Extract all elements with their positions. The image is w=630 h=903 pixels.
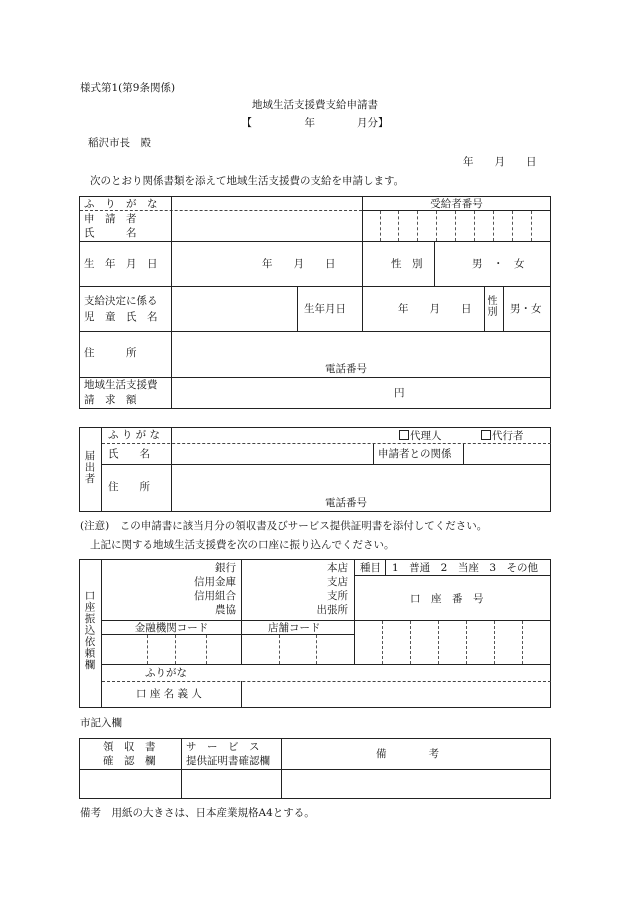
gender-label: 性 別 <box>391 258 423 270</box>
submitter-furigana-label: ふ り が な <box>108 429 161 441</box>
gender-options[interactable]: 男 ・ 女 <box>472 258 525 270</box>
submitter-phone-label: 電話番号 <box>325 497 367 509</box>
intro-text: 次のとおり関係書類を添えて地域生活支援費の支給を申請します。 <box>90 175 405 187</box>
addressee: 稲沢市長 殿 <box>88 137 151 149</box>
agent-checkbox[interactable] <box>399 430 442 442</box>
footer-note: 備考 用紙の大きさは、日本産業規格A4とする。 <box>80 807 315 819</box>
child-birth-value: 年 月 日 <box>398 303 472 315</box>
application-date: 年 月 日 <box>463 156 537 168</box>
bank-type-3[interactable]: 信用組合 <box>194 590 236 602</box>
child-gender-options[interactable]: 男・女 <box>510 303 542 315</box>
form-title: 地域生活支援費支給申請書 <box>252 99 378 111</box>
account-number-label: 口 座 番 号 <box>410 593 484 605</box>
birthdate-value: 年 月 日 <box>262 258 336 270</box>
institution-code-label: 金融機関コード <box>134 622 209 634</box>
furigana-field[interactable] <box>172 197 361 210</box>
recipient-number-label: 受給者番号 <box>430 198 483 210</box>
bank-type-1[interactable]: 銀行 <box>215 562 236 574</box>
submitter-name-label: 氏 名 <box>108 448 150 460</box>
applicant-name-field[interactable] <box>172 211 361 241</box>
relation-field[interactable] <box>464 444 550 464</box>
branch-type-4[interactable]: 出張所 <box>316 604 348 616</box>
child-label-2: 児 童 氏 名 <box>84 311 158 323</box>
submitter-address-label: 住 所 <box>108 481 150 493</box>
child-name-field[interactable] <box>172 287 296 331</box>
form-number: 様式第1(第9条関係) <box>80 82 176 94</box>
holder-label: 口 座 名 義 人 <box>136 688 202 700</box>
receipt-check-field[interactable] <box>80 770 180 798</box>
branch-type-1[interactable]: 本店 <box>327 562 348 574</box>
proxy-checkbox[interactable] <box>481 430 524 442</box>
branch-code-label: 店舗コード <box>268 622 321 634</box>
submitter-furigana-field[interactable] <box>172 428 372 443</box>
holder-field[interactable] <box>242 682 550 707</box>
amount-label-2: 請 求 額 <box>84 394 137 406</box>
receipt-check-label-1: 領 収 書 <box>103 741 156 753</box>
holder-furigana-field[interactable] <box>242 665 550 681</box>
recipient-number-field[interactable] <box>363 211 550 241</box>
child-gender-label: 性別 <box>485 295 496 317</box>
phone-label: 電話番号 <box>325 363 367 375</box>
service-check-field[interactable] <box>182 770 280 798</box>
relation-label: 申請者との関係 <box>378 448 452 460</box>
transfer-note: 上記に関する地域生活支援費を次の口座に振り込んでください。 <box>90 539 395 551</box>
child-label-1: 支給決定に係る <box>84 295 158 307</box>
receipt-check-label-2: 確 認 欄 <box>103 755 156 767</box>
amount-unit: 円 <box>394 387 405 399</box>
child-birth-label: 生年月日 <box>304 303 346 315</box>
city-section-title: 市記入欄 <box>80 717 122 729</box>
service-check-label-2: 提供証明書確認欄 <box>186 755 270 767</box>
amount-field[interactable] <box>172 378 550 408</box>
submitter-section-label: 届出者 <box>83 450 96 485</box>
bank-section-label: 口座振込依頼欄 <box>83 590 96 671</box>
applicant-label-2: 氏 名 <box>84 227 137 239</box>
checkbox-icon <box>481 430 491 440</box>
amount-label-1: 地域生活支援費 <box>84 379 158 391</box>
agent-label: 代理人 <box>410 430 442 442</box>
submitter-name-field[interactable] <box>172 444 372 464</box>
remarks-field[interactable] <box>282 770 550 798</box>
service-check-label-1: サ ー ビ ス <box>186 741 260 753</box>
bank-type-2[interactable]: 信用金庫 <box>194 576 236 588</box>
checkbox-icon <box>399 430 409 440</box>
holder-furigana-label: ふりがな <box>145 667 187 679</box>
account-kind-options[interactable]: 1 普通 2 当座 3 その他 <box>392 562 539 574</box>
branch-type-2[interactable]: 支店 <box>327 576 348 588</box>
birthdate-label: 生 年 月 日 <box>84 258 158 270</box>
period-line: 【 年 月分】 <box>241 117 389 129</box>
caution-note: (注意) この申請書に該当月分の領収書及びサービス提供証明書を添付してください。 <box>80 520 488 532</box>
address-label: 住 所 <box>84 347 137 359</box>
applicant-label-1: 申 請 者 <box>84 213 137 225</box>
proxy-label: 代行者 <box>492 430 524 442</box>
furigana-label: ふ り が な <box>84 198 158 210</box>
branch-type-3[interactable]: 支所 <box>327 590 348 602</box>
remarks-label: 備 考 <box>376 748 439 760</box>
account-kind-label: 種目 <box>360 562 381 574</box>
bank-type-4[interactable]: 農協 <box>215 604 236 616</box>
